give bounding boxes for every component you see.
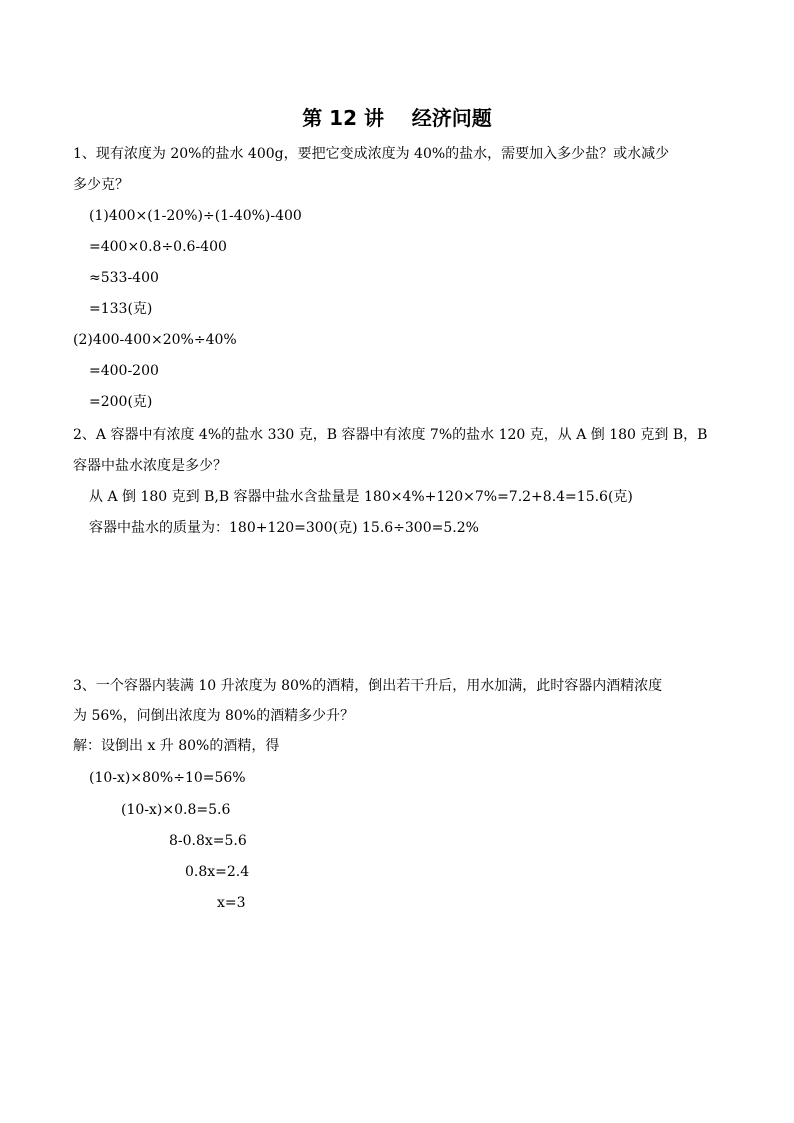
q2-answer-line-2: 容器中盐水的质量为：180+120=300(克) 15.6÷300=5.2% [89, 520, 479, 536]
q1-step: (1)400×(1-20%)÷(1-40%)-400 [89, 208, 302, 224]
q1-step: =400×0.8÷0.6-400 [89, 239, 227, 255]
q3-question-line-1: 3、一个容器内装满 10 升浓度为 80%的酒精，倒出若干升后，用水加满，此时容器内酒精浓度 [73, 678, 663, 694]
page-title: 第 12 讲 经济问题 [302, 106, 492, 130]
q2-question-line-2: 容器中盐水浓度是多少？ [73, 458, 227, 474]
q2-question-line-1: 2、A 容器中有浓度 4%的盐水 330 克，B 容器中有浓度 7%的盐水 120 克，从 A 倒 180 克到 B，B [73, 427, 708, 443]
q3-solution-intro: 解：设倒出 x 升 80%的酒精，得 [73, 738, 280, 754]
q3-question-line-2: 为 56%，问倒出浓度为 80%的酒精多少升？ [73, 708, 355, 724]
q3-step: 0.8x=2.4 [185, 864, 250, 880]
q3-step: (10-x)×0.8=5.6 [121, 802, 231, 818]
q1-step: =400-200 [89, 363, 159, 379]
q1-question-line-2: 多少克？ [73, 177, 129, 193]
q3-step: 8-0.8x=5.6 [169, 833, 247, 849]
q3-step: (10-x)×80%÷10=56% [89, 770, 246, 786]
q1-step: (2)400-400×20%÷40% [73, 332, 237, 348]
q1-question-line-1: 1、现有浓度为 20%的盐水 400g，要把它变成浓度为 40%的盐水，需要加入多少盐？或水减少 [73, 146, 670, 162]
q1-step: ≈533-400 [89, 270, 159, 286]
q1-step: =133(克) [89, 301, 153, 317]
q2-answer-line-1: 从 A 倒 180 克到 B,B 容器中盐水含盐量是 180×4%+120×7%=7.2+8.4=15.6(克) [89, 489, 633, 505]
q3-step: x=3 [217, 895, 246, 911]
q1-step: =200(克) [89, 394, 153, 410]
